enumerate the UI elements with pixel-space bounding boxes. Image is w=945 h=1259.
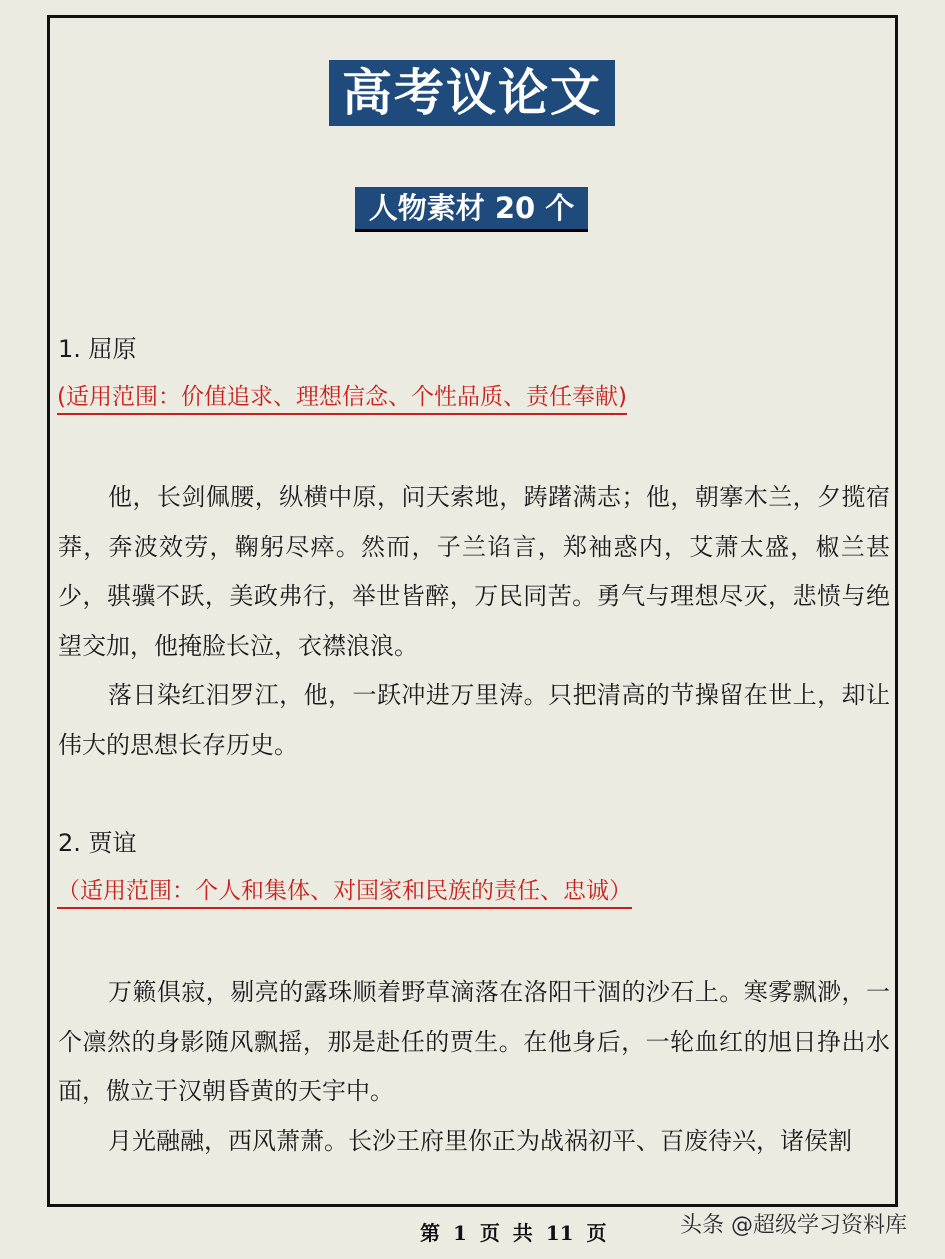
document-subtitle: 人物素材 20 个 bbox=[355, 187, 588, 232]
entry-heading-jiayi: 2. 贾谊 bbox=[58, 829, 137, 857]
entry-paragraph: 万籁俱寂，剔亮的露珠顺着野草滴落在洛阳干涸的沙石上。寒雾飘渺，一个凛然的身影随风飘摇，那是赴任的贾生。在他身后，一轮血红的旭日挣出水面，傲立于汉朝昏黄的天宇中。 bbox=[58, 978, 890, 1105]
entry-paragraph: 落日染红汨罗江，他，一跃冲进万里涛。只把清高的节操留在世上，却让伟大的思想长存历史。 bbox=[58, 681, 890, 759]
entry-paragraph: 他，长剑佩腰，纵横中原，问天索地，踌躇满志；他，朝搴木兰，夕揽宿莽，奔波效劳，鞠躬尽瘁。然而，子兰谄言，郑袖惑内，艾萧太盛，椒兰甚少，骐骥不跃，美政弗行，举世皆醉，万民同苦。勇气与理想尽灭，悲愤与绝望交加，他掩脸长泣，衣襟浪浪。 bbox=[58, 483, 890, 660]
entry-scope-quyuan: (适用范围：价值追求、理想信念、个性品质、责任奉献) bbox=[57, 382, 627, 415]
document-title: 高考议论文 bbox=[329, 60, 615, 126]
watermark: 头条 @超级学习资料库 bbox=[680, 1213, 907, 1238]
page-indicator: 第 1 页 共 11 页 bbox=[420, 1221, 607, 1245]
entry-heading-quyuan: 1. 屈原 bbox=[58, 335, 137, 363]
entry-scope-jiayi: （适用范围：个人和集体、对国家和民族的责任、忠诚） bbox=[57, 876, 632, 909]
entry-paragraph: 月光融融，西风萧萧。长沙王府里你正为战祸初平、百废待兴，诸侯割 bbox=[108, 1127, 852, 1155]
